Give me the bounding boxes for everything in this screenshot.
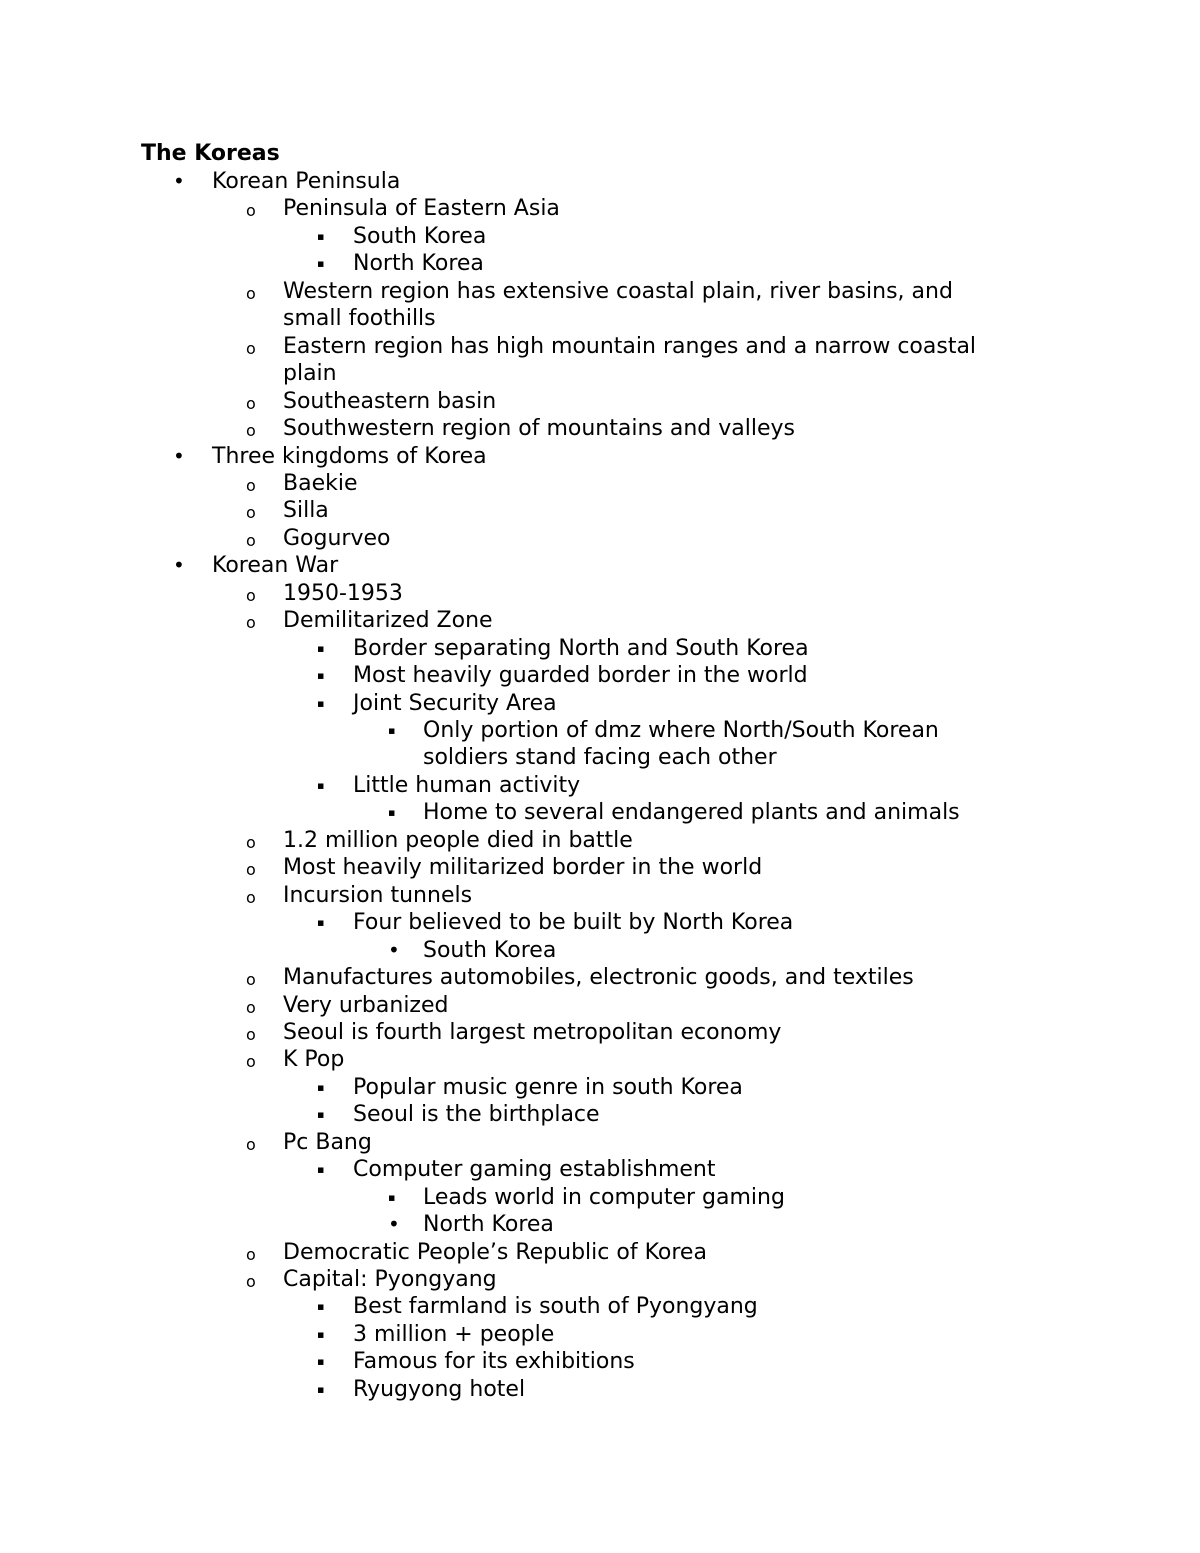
list-bullet: ▪	[317, 1163, 325, 1177]
list-item: soldiers stand facing each other	[423, 745, 777, 771]
list-bullet: ▪	[317, 229, 325, 243]
list-bullet: o	[246, 201, 256, 221]
list-bullet: ▪	[317, 669, 325, 683]
list-item: Three kingdoms of Korea	[212, 443, 487, 469]
list-item: Democratic People’s Republic of Korea	[283, 1239, 707, 1265]
list-item: Western region has extensive coastal plain, river basins, and	[283, 278, 953, 304]
list-item: Demilitarized Zone	[283, 608, 493, 634]
list-bullet: ▪	[317, 778, 325, 792]
list-item: Korean Peninsula	[212, 169, 401, 194]
list-item: Baekie	[283, 470, 358, 496]
list-bullet: ▪	[317, 1300, 325, 1314]
list-bullet: o	[246, 283, 256, 303]
list-item: Four believed to be built by North Korea	[353, 910, 794, 936]
list-item: Capital: Pyongyang	[283, 1267, 497, 1292]
list-bullet: o	[246, 1272, 256, 1291]
list-bullet: ▪	[317, 1080, 325, 1094]
list-bullet: •	[173, 443, 185, 468]
list-item: Pc Bang	[283, 1129, 372, 1155]
list-bullet: ▪	[317, 916, 325, 930]
list-item: 3 million + people	[353, 1321, 555, 1347]
list-bullet: ▪	[317, 257, 325, 271]
list-bullet: o	[246, 832, 256, 852]
list-bullet: o	[246, 970, 256, 990]
list-item: 1.2 million people died in battle	[283, 827, 633, 853]
list-item: plain	[283, 361, 337, 387]
list-bullet: o	[246, 530, 256, 550]
list-item: Home to several endangered plants and animals	[423, 800, 960, 826]
list-item: Very urbanized	[283, 992, 449, 1018]
list-item: Most heavily militarized border in the world	[283, 855, 763, 881]
list-bullet: o	[246, 997, 256, 1017]
list-item: Famous for its exhibitions	[353, 1349, 635, 1375]
list-bullet: •	[388, 1212, 400, 1237]
list-item: Korean War	[212, 553, 339, 579]
list-item: Incursion tunnels	[283, 882, 473, 908]
list-item: Joint Security Area	[353, 690, 557, 716]
list-bullet: o	[246, 1134, 256, 1154]
list-bullet: ▪	[317, 1355, 325, 1369]
list-bullet: o	[246, 1052, 256, 1072]
list-item: North Korea	[423, 1212, 554, 1238]
list-item: Popular music genre in south Korea	[353, 1074, 743, 1100]
list-bullet: o	[246, 887, 256, 907]
list-item: Southwestern region of mountains and valleys	[283, 416, 795, 442]
list-item: Only portion of dmz where North/South Korean	[423, 718, 939, 743]
list-bullet: ▪	[317, 1382, 325, 1396]
list-bullet: o	[246, 503, 256, 523]
list-item: Gogurveo	[283, 525, 391, 551]
list-bullet: o	[246, 475, 256, 495]
list-item: Manufactures automobiles, electronic goods, and textiles	[283, 965, 914, 991]
list-bullet: o	[246, 338, 256, 358]
list-bullet: ▪	[317, 1108, 325, 1122]
list-bullet: ▪	[317, 1327, 325, 1341]
list-item: Best farmland is south of Pyongyang	[353, 1294, 758, 1320]
list-item: Seoul is the birthplace	[353, 1102, 600, 1128]
list-item: Computer gaming establishment	[353, 1157, 716, 1183]
list-bullet: o	[246, 1244, 256, 1264]
list-bullet: •	[388, 937, 400, 962]
list-item: Border separating North and South Korea	[353, 635, 809, 661]
list-item: Peninsula of Eastern Asia	[283, 196, 560, 222]
list-item: Leads world in computer gaming	[423, 1184, 785, 1210]
list-bullet: ▪	[388, 724, 396, 737]
list-bullet: ▪	[317, 641, 325, 655]
list-bullet: ▪	[388, 806, 396, 820]
list-bullet: o	[246, 585, 256, 605]
list-bullet: o	[246, 1024, 256, 1044]
list-item: 1950-1953	[283, 580, 403, 606]
list-bullet: •	[173, 169, 185, 193]
list-item: small foothills	[283, 306, 436, 332]
list-item: Ryugyong hotel	[353, 1376, 526, 1402]
document-title: The Koreas	[141, 141, 280, 166]
list-bullet: o	[246, 393, 256, 413]
list-item: Silla	[283, 498, 329, 524]
list-item: Little human activity	[353, 772, 581, 798]
list-item: North Korea	[353, 251, 484, 277]
list-bullet: o	[246, 860, 256, 880]
list-bullet: ▪	[388, 1190, 396, 1204]
list-bullet: o	[246, 421, 256, 441]
list-bullet: ▪	[317, 696, 325, 710]
list-item: Most heavily guarded border in the world	[353, 663, 808, 689]
list-item: Eastern region has high mountain ranges and a narrow coastal	[283, 333, 977, 359]
list-item: K Pop	[283, 1047, 345, 1073]
list-item: South Korea	[353, 223, 487, 249]
list-bullet: o	[246, 613, 256, 633]
list-item: Seoul is fourth largest metropolitan economy	[283, 1019, 782, 1045]
list-item: Southeastern basin	[283, 388, 497, 414]
list-bullet: •	[173, 553, 185, 578]
list-item: South Korea	[423, 937, 557, 963]
